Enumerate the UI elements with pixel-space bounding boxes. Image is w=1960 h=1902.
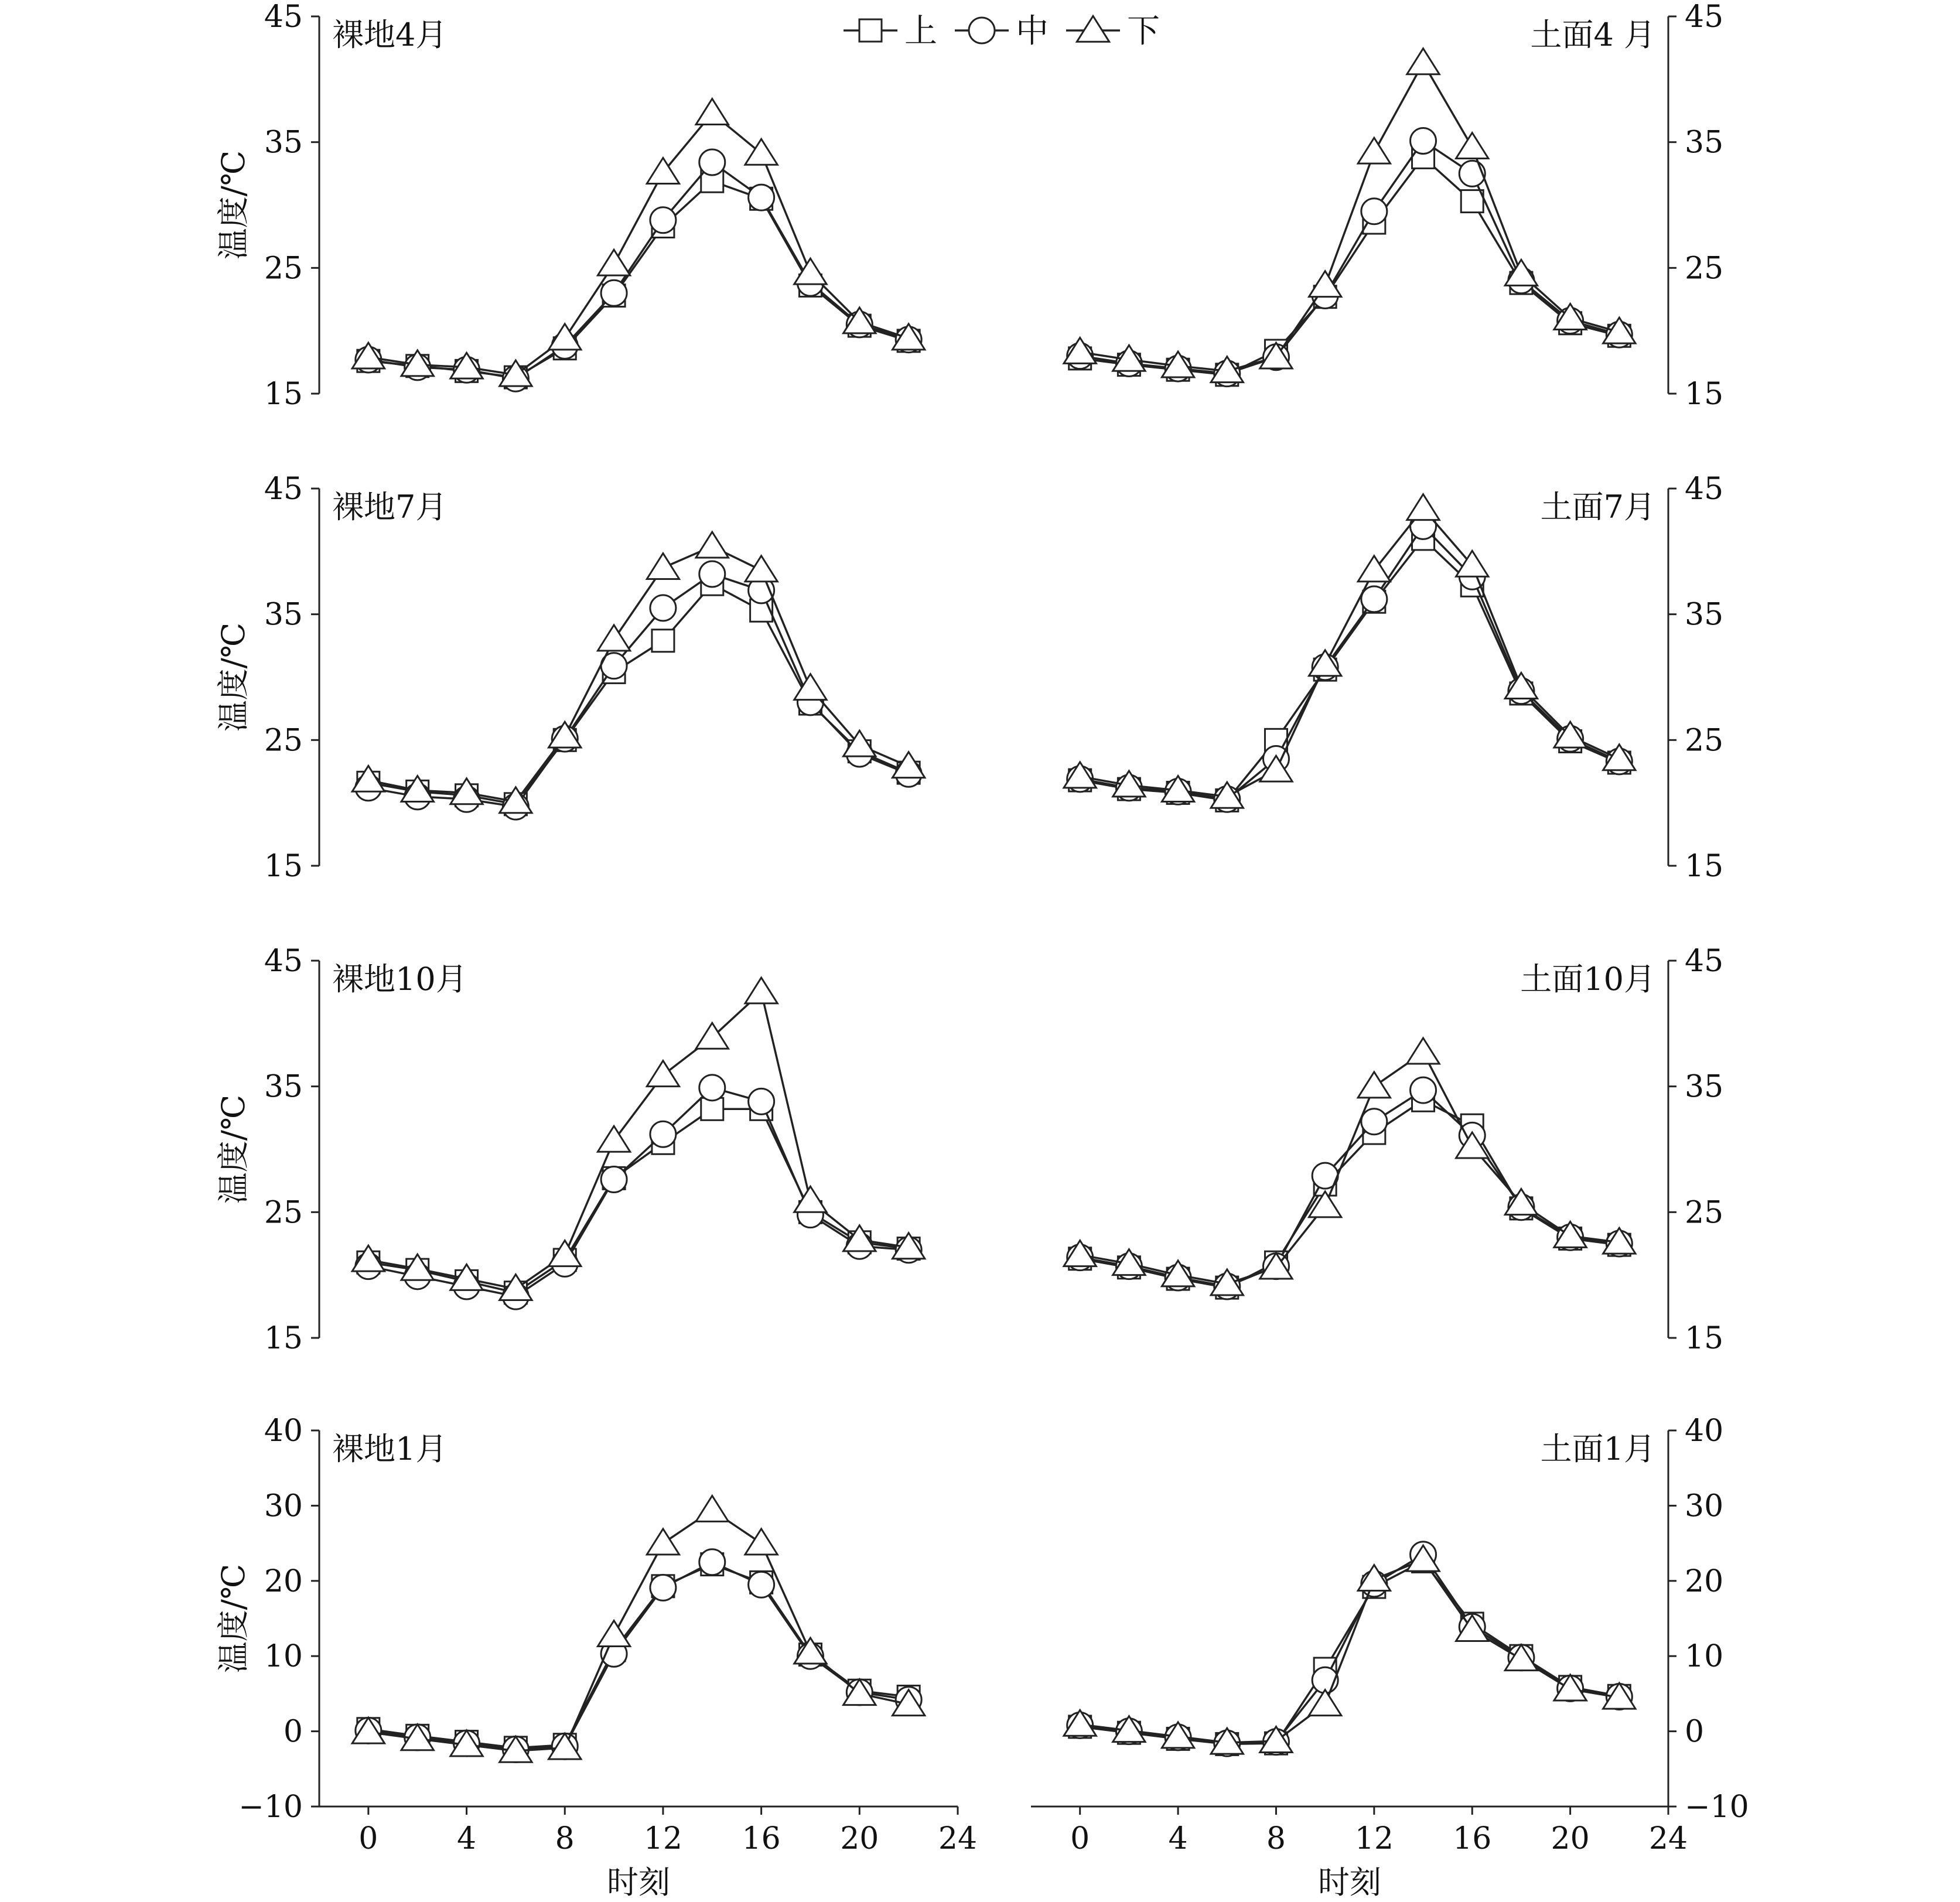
y-tick-label: 30 <box>1685 1488 1724 1524</box>
y-tick-label: 25 <box>1685 251 1724 286</box>
data-point <box>1358 138 1390 163</box>
series-circle <box>356 1549 921 1763</box>
y-tick-label: 15 <box>1685 849 1724 884</box>
panel-title: 裸地4月 <box>332 16 448 53</box>
series-triangle <box>352 99 925 386</box>
data-point <box>745 1529 777 1555</box>
y-tick-label: 15 <box>1685 377 1724 412</box>
legend-label: 下 <box>1127 12 1160 50</box>
y-tick-label: 20 <box>264 1563 303 1599</box>
series-triangle <box>1064 1038 1635 1295</box>
y-tick-label: 25 <box>264 1195 303 1231</box>
y-tick-label: 35 <box>264 597 303 633</box>
series-circle <box>1067 1542 1633 1756</box>
y-tick-label: 10 <box>1685 1639 1724 1675</box>
data-point <box>647 1529 679 1555</box>
y-tick-label: 45 <box>1685 472 1724 507</box>
y-tick-label: 40 <box>1685 1413 1724 1449</box>
data-point <box>647 158 679 183</box>
series-line <box>368 1088 909 1296</box>
chart-panel-1 <box>215 0 925 412</box>
y-tick-label: 35 <box>264 125 303 161</box>
data-point <box>647 1061 679 1087</box>
y-tick-label: 35 <box>264 1069 303 1105</box>
data-point <box>597 250 630 275</box>
x-tick-label: 24 <box>1648 1821 1688 1856</box>
series-square <box>1069 1550 1631 1755</box>
data-point <box>650 207 676 233</box>
data-point <box>749 1088 774 1114</box>
x-tick-label: 16 <box>742 1821 781 1856</box>
series-line <box>1080 157 1620 374</box>
series-line <box>1080 508 1620 797</box>
y-tick-label: 0 <box>283 1714 303 1750</box>
series-circle <box>1067 128 1633 387</box>
y-tick-label: −10 <box>238 1790 303 1825</box>
chart-panel-7 <box>215 1413 977 1901</box>
series-square <box>357 573 920 815</box>
panel-title: 土面1月 <box>1540 1430 1655 1467</box>
y-tick-label: 35 <box>1685 1069 1724 1105</box>
data-point <box>1459 161 1485 186</box>
x-tick-label: 12 <box>1354 1821 1394 1856</box>
series-line <box>1080 141 1620 374</box>
x-tick-label: 20 <box>840 1821 879 1856</box>
series-line <box>368 113 909 375</box>
series-line <box>368 1510 909 1751</box>
y-tick-label: 0 <box>1685 1714 1705 1750</box>
y-tick-label: 15 <box>1685 1321 1724 1356</box>
chart-panel-5 <box>215 944 925 1356</box>
data-point <box>699 1075 725 1101</box>
series-triangle <box>1064 494 1635 808</box>
series-square <box>357 170 920 388</box>
data-point <box>749 185 774 210</box>
x-tick-label: 24 <box>938 1821 978 1856</box>
series-circle <box>356 149 921 391</box>
y-tick-label: 45 <box>1685 944 1724 979</box>
legend <box>844 12 1160 50</box>
data-point <box>597 1126 630 1152</box>
y-tick-label: 10 <box>264 1639 303 1675</box>
x-tick-label: 4 <box>456 1821 477 1856</box>
data-point <box>1361 199 1387 224</box>
legend-label: 上 <box>904 12 937 50</box>
data-point <box>650 1121 676 1147</box>
data-point <box>652 630 674 652</box>
y-tick-label: 45 <box>264 472 303 507</box>
panel-title: 裸地7月 <box>332 489 448 525</box>
data-point <box>699 561 725 587</box>
y-tick-label: 45 <box>264 944 303 979</box>
panel-title: 土面7月 <box>1540 489 1655 525</box>
data-point <box>1361 586 1387 612</box>
chart-panel-8 <box>1031 1413 1749 1901</box>
series-line <box>1080 1561 1620 1744</box>
y-tick-label: 35 <box>1685 597 1724 633</box>
x-tick-label: 4 <box>1168 1821 1188 1856</box>
x-tick-label: 0 <box>1070 1821 1090 1856</box>
series-circle <box>356 561 921 819</box>
data-point <box>650 595 676 621</box>
x-tick-label: 20 <box>1551 1821 1590 1856</box>
data-point <box>699 1549 725 1575</box>
legend-item <box>844 12 937 50</box>
series-line <box>368 547 909 802</box>
legend-marker <box>969 18 995 43</box>
data-point <box>1361 1109 1387 1135</box>
chart-panel-3 <box>215 472 925 884</box>
y-tick-label: 15 <box>264 377 303 412</box>
data-point <box>601 280 627 306</box>
y-tick-label: 40 <box>264 1413 303 1449</box>
legend-marker <box>1077 16 1109 42</box>
y-tick-label: 25 <box>1685 1195 1724 1231</box>
data-point <box>1358 1072 1390 1098</box>
data-point <box>597 1621 630 1647</box>
data-point <box>1407 1038 1439 1064</box>
data-point <box>696 99 728 125</box>
y-tick-label: 45 <box>1685 0 1724 35</box>
y-axis-title: 温度/℃ <box>215 1094 252 1204</box>
series-triangle <box>352 978 925 1300</box>
y-tick-label: 25 <box>1685 723 1724 759</box>
data-point <box>749 1572 774 1597</box>
panel-title: 土面10月 <box>1520 961 1655 998</box>
data-point <box>696 1495 728 1521</box>
series-line <box>368 574 909 807</box>
series-line <box>1080 1053 1620 1284</box>
legend-label: 中 <box>1016 12 1049 50</box>
y-tick-label: 15 <box>264 1321 303 1356</box>
y-tick-label: 45 <box>264 0 303 35</box>
x-axis-title: 时刻 <box>607 1864 670 1901</box>
series-triangle <box>1064 49 1635 383</box>
panel-title: 土面4 月 <box>1530 16 1655 53</box>
legend-marker <box>859 19 882 42</box>
data-point <box>1411 1077 1436 1103</box>
series-line <box>368 1109 909 1292</box>
series-line <box>368 162 909 378</box>
series-line <box>368 992 909 1289</box>
y-tick-label: 20 <box>1685 1563 1724 1599</box>
data-point <box>1411 128 1436 154</box>
data-point <box>1358 556 1390 582</box>
series-line <box>368 181 909 377</box>
series-line <box>1080 539 1620 801</box>
x-tick-label: 16 <box>1453 1821 1492 1856</box>
y-tick-label: 35 <box>1685 125 1724 161</box>
data-point <box>647 554 679 579</box>
series-line <box>368 584 909 804</box>
series-circle <box>1067 513 1633 812</box>
series-circle <box>1067 1077 1633 1299</box>
series-triangle <box>1064 1545 1635 1754</box>
data-point <box>745 978 777 1003</box>
series-line <box>368 1565 909 1748</box>
series-square <box>357 1553 920 1759</box>
legend-item <box>1066 12 1160 50</box>
y-tick-label: 25 <box>264 723 303 759</box>
y-tick-label: −10 <box>1685 1790 1749 1825</box>
x-tick-label: 12 <box>643 1821 683 1856</box>
series-square <box>1069 528 1631 812</box>
y-tick-label: 25 <box>264 251 303 286</box>
y-axis-title: 温度/℃ <box>215 622 252 732</box>
series-line <box>1080 63 1620 371</box>
data-point <box>1461 190 1483 213</box>
data-point <box>601 1167 627 1193</box>
data-point <box>699 149 725 175</box>
data-point <box>696 532 728 558</box>
data-point <box>650 1575 676 1600</box>
series-line <box>1080 526 1620 799</box>
data-point <box>597 625 630 651</box>
data-point <box>1456 133 1488 159</box>
legend-item <box>955 12 1049 50</box>
chart-panel-2 <box>1064 0 1723 412</box>
x-axis-title: 时刻 <box>1318 1864 1381 1901</box>
series-line <box>1080 1090 1620 1286</box>
data-point <box>745 556 777 582</box>
series-line <box>1080 1560 1620 1743</box>
series-line <box>1080 1100 1620 1288</box>
y-axis-title: 温度/℃ <box>215 150 252 260</box>
series-triangle <box>352 532 925 813</box>
series-square <box>1069 146 1631 385</box>
x-tick-label: 0 <box>358 1821 378 1856</box>
y-tick-label: 15 <box>264 849 303 884</box>
y-tick-label: 30 <box>264 1488 303 1524</box>
chart-panel-6 <box>1064 944 1723 1356</box>
y-axis-title: 温度/℃ <box>215 1563 252 1674</box>
chart-panel-4 <box>1064 472 1723 884</box>
panel-title: 裸地1月 <box>332 1430 448 1467</box>
panel-title: 裸地10月 <box>332 961 467 998</box>
series-line <box>1080 1555 1620 1743</box>
data-point <box>1407 49 1439 74</box>
series-square <box>1069 1089 1631 1299</box>
x-tick-label: 8 <box>555 1821 575 1856</box>
x-tick-label: 8 <box>1266 1821 1286 1856</box>
series-triangle <box>352 1495 925 1762</box>
data-point <box>1407 494 1439 520</box>
